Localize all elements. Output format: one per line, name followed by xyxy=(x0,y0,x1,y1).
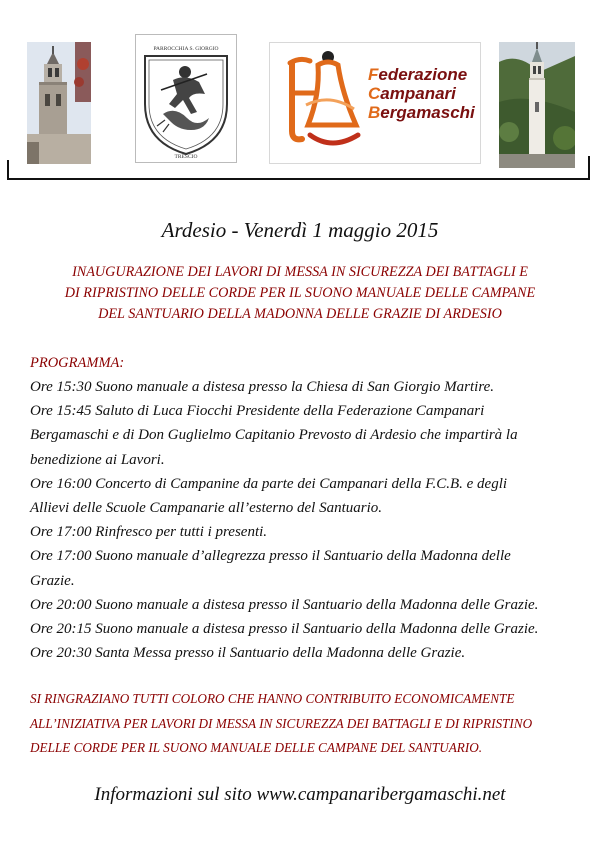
coat-top-text: PARROCCHIA S. GIORGIO xyxy=(153,46,219,52)
header xyxy=(0,0,600,185)
thanks-line: SI RINGRAZIANO TUTTI COLORO CHE HANNO CONTRIBUITO ECONOMICAMENTE xyxy=(30,691,515,706)
program-line: Ore 15:30 Suono manuale a distesa presso la Chiesa di San Giorgio Martire. xyxy=(30,379,495,395)
program-list xyxy=(30,375,590,665)
header-rule-left xyxy=(7,160,9,180)
program-line: Ore 20:00 Suono manuale a distesa presso il Santuario della Madonna delle Grazie. xyxy=(30,596,539,613)
program-line: Ore 17:00 Suono manuale d’allegrezza presso il Santuario della Madonna delle xyxy=(30,548,511,565)
program-line: Ore 15:45 Saluto di Luca Fiocchi Presidente della Federazione Campanari xyxy=(30,403,485,420)
heading-line: INAUGURAZIONE DEI LAVORI DI MESSA IN SICUREZZA DEI BATTAGLI E xyxy=(72,264,528,280)
program-line: Ore 20:15 Suono manuale a distesa presso il Santuario della Madonna delle Grazie. xyxy=(30,621,539,638)
event-title: Ardesio - Venerdì 1 maggio 2015 xyxy=(161,218,439,242)
coat-of-arms xyxy=(135,34,237,163)
program-line: Allievi delle Scuole Campanarie all’esterno del Santuario. xyxy=(30,500,383,517)
header-rule xyxy=(7,178,589,180)
thanks-line: ALL’INIZIATIVA PER LAVORI DI MESSA IN SICUREZZA DEI BATTAGLI E DI RIPRISTINO xyxy=(30,715,533,731)
heading-line: DI RIPRISTINO DELLE CORDE PER IL SUONO MANUALE DELLE CAMPANE xyxy=(64,285,536,301)
federazione-logo xyxy=(269,42,481,164)
bell-tower-photo-right xyxy=(499,42,575,168)
logo-text xyxy=(368,65,475,122)
logo-initial-c: C xyxy=(368,84,381,103)
bell-logo-icon xyxy=(270,43,370,163)
heading-line: DEL SANTUARIO DELLA MADONNA DELLE GRAZIE DI ARDESIO xyxy=(98,306,502,322)
program-line: Ore 20:30 Santa Messa presso il Santuario della Madonna delle Grazie. xyxy=(30,645,466,662)
event-heading xyxy=(30,262,570,325)
logo-word-2: ampanari xyxy=(380,84,456,103)
logo-word-1: ederazione xyxy=(378,65,468,84)
website-info: Informazioni sul sito www.campanaribergamaschi.net xyxy=(94,784,506,805)
programma-label: PROGRAMMA: xyxy=(30,355,125,371)
bell-tower-photo-left xyxy=(27,42,91,164)
logo-word-3: ergamaschi xyxy=(380,103,475,122)
program-line: Grazie. xyxy=(30,572,75,589)
logo-initial-b: B xyxy=(368,103,381,122)
program-line: Ore 16:00 Concerto di Campanine da parte dei Campanari della F.C.B. e degli xyxy=(30,475,508,492)
program-line: Bergamaschi e di Don Guglielmo Capitanio Prevosto di Ardesio che impartirà la xyxy=(30,427,518,444)
logo-initial-f: F xyxy=(368,65,379,84)
coat-bottom-text: TRESCIO xyxy=(174,154,198,160)
thanks-line: DELLE CORDE PER IL SUONO MANUALE DELLE CAMPANE DEL SANTUARIO. xyxy=(30,740,483,755)
program-line: benedizione ai Lavori. xyxy=(30,451,165,468)
header-rule-right xyxy=(588,156,590,180)
program-line: Ore 17:00 Rinfresco per tutti i presenti. xyxy=(30,524,268,541)
thanks-note xyxy=(30,687,572,761)
